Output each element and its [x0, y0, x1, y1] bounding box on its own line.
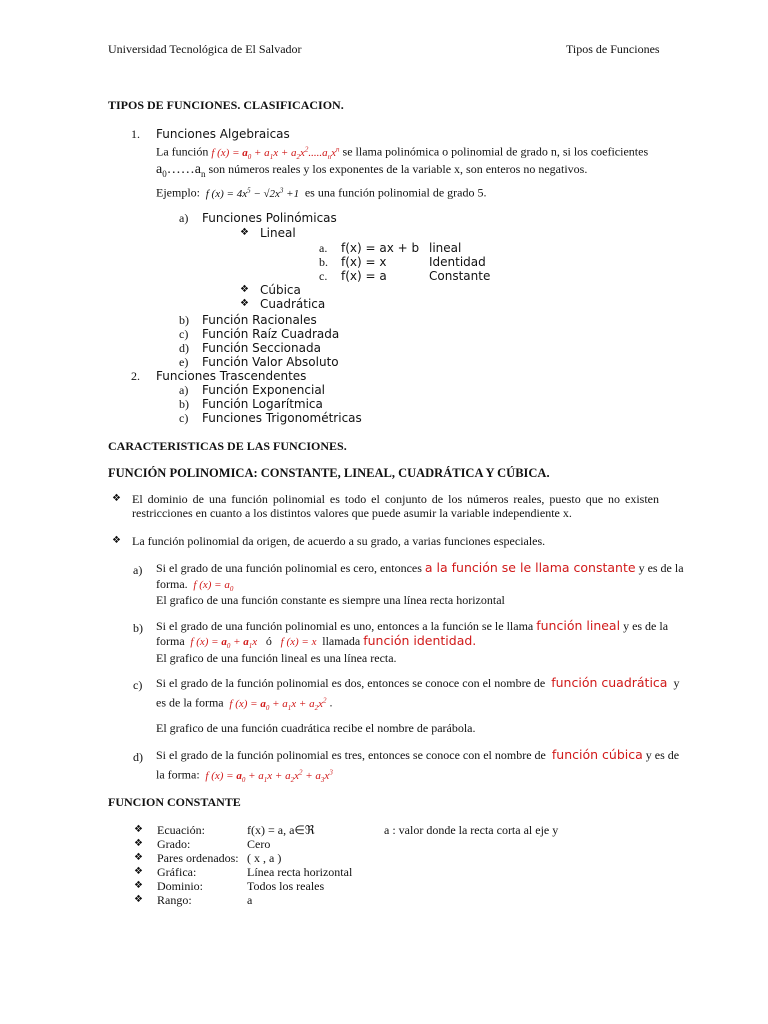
cuadratica-label: Cuadrática — [260, 297, 326, 311]
diamond-bullet-icon: ❖ — [134, 880, 143, 891]
lineal-label: Lineal — [260, 226, 296, 240]
table-note: a : valor donde la recta corta al eje y — [384, 823, 559, 837]
case-a-line1: Si el grado de una función polinomial es cero, entonces a la función se le llama constante y es de la — [156, 560, 684, 575]
sub-item-label: Función Valor Absoluto — [202, 355, 339, 369]
constant-function-highlight: a la función se le llama constante — [424, 560, 636, 575]
example-formula: f $(x) = 4x^5 - √2x^3 +1$ — [203, 186, 302, 200]
diamond-bullet-icon: ❖ — [240, 227, 249, 238]
sec1-num: 1. — [131, 127, 140, 141]
case-b-line1: Si el grado de una función polinomial es uno, entonces a la función se le llama función lineal y es de la — [156, 618, 669, 633]
sub-item-label: Función Racionales — [202, 313, 317, 327]
diamond-bullet-icon: ❖ — [112, 493, 121, 504]
coefficients-symbol: $a_0\dots\dots a_n$ — [156, 162, 206, 179]
diamond-bullet-icon: ❖ — [134, 866, 143, 877]
case-d-line2: la forma: f $(x) = a_0 + a_1x + a_2x^2 + a_3x^3$ — [156, 767, 333, 784]
trasc-item-letter: c) — [179, 411, 189, 425]
page-title: TIPOS DE FUNCIONES. CLASIFICACION. — [108, 98, 344, 112]
lineal-item-expr: f(x) = ax + b — [341, 241, 420, 255]
diamond-bullet-icon: ❖ — [134, 824, 143, 835]
diamond-bullet-icon: ❖ — [240, 284, 249, 295]
lineal-item-name: Identidad — [429, 255, 486, 269]
table-value: Todos los reales — [247, 879, 325, 893]
diamond-bullet-icon: ❖ — [134, 852, 143, 863]
table-value: f(x) = a, a∈ℜ — [247, 823, 315, 837]
bullet-domain-text: El dominio de una función polinomial es todo el conjunto de los números reales, puesto que no existen restricciones en cuanto a los distintos valores que puede asumir la variable independiente x. — [132, 492, 659, 520]
heading-polynomial: FUNCIÓN POLINOMICA: CONSTANTE, LINEAL, CUADRÁTICA Y CÚBICA. — [108, 466, 550, 480]
cubic-formula: f $(x) = a_0 + a_1x + a_2x^2 + a_3x^3$ — [202, 768, 333, 784]
lineal-item-letter: b. — [319, 255, 328, 269]
sub-item-letter: b) — [179, 313, 189, 327]
trasc-item-label: Funciones Trigonométricas — [202, 411, 362, 425]
header-right: Tipos de Funciones — [566, 42, 660, 56]
lineal-item-letter: c. — [319, 269, 328, 283]
bullet-special-functions: La función polinomial da origen, de acuerdo a su grado, a varias funciones especiales. — [132, 534, 546, 548]
case-c-letter: c) — [133, 678, 143, 692]
lineal-item-letter: a. — [319, 241, 328, 255]
example-line: Ejemplo: f $(x) = 4x^5 - √2x^3 +1$ es una función polinomial de grado 5. — [156, 185, 487, 200]
subA-letter: a) — [179, 211, 189, 225]
constant-formula: f $(x) = a_0$ — [190, 579, 234, 594]
table-key: Gráfica: — [157, 865, 197, 879]
table-value: ( x , a ) — [247, 851, 282, 865]
diamond-bullet-icon: ❖ — [240, 298, 249, 309]
diamond-bullet-icon: ❖ — [112, 535, 121, 546]
sec2-num: 2. — [131, 369, 140, 383]
table-key: Grado: — [157, 837, 191, 851]
table-key: Dominio: — [157, 879, 204, 893]
identity-formula: f (x) = x — [277, 636, 320, 648]
table-key: Rango: — [157, 893, 192, 907]
lineal-item-name: lineal — [429, 241, 462, 255]
lineal-item-name: Constante — [429, 269, 491, 283]
heading-characteristics: CARACTERISTICAS DE LAS FUNCIONES. — [108, 439, 347, 453]
sub-item-label: Función Seccionada — [202, 341, 321, 355]
sec2-label: Funciones Trascendentes — [156, 369, 307, 383]
case-a-line3: El grafico de una función constante es siempre una línea recta horizontal — [156, 593, 505, 607]
linear-function-highlight: función lineal — [536, 618, 621, 633]
trasc-item-label: Función Exponencial — [202, 383, 326, 397]
sub-item-letter: c) — [179, 327, 189, 341]
case-b-line2: forma f $(x) = a_0 + a_1x$ ó f (x) = x llamada función identidad. — [156, 633, 477, 651]
case-b-letter: b) — [133, 621, 143, 635]
trasc-item-label: Función Logarítmica — [202, 397, 323, 411]
cubica-label: Cúbica — [260, 283, 301, 297]
table-key: Ecuación: — [157, 823, 205, 837]
heading-constant-function: FUNCION CONSTANTE — [108, 795, 241, 809]
cubic-function-highlight: función cúbica — [551, 747, 643, 762]
general-polynomial-formula: f $(x) = a_0 + a_1x + a_2x^2.....a_nx^n$ — [211, 145, 340, 161]
sec1-label: Funciones Algebraicas — [156, 127, 290, 141]
lineal-item-expr: f(x) = x — [341, 255, 387, 269]
identity-function-highlight: función identidad. — [363, 633, 477, 648]
case-d-letter: d) — [133, 750, 143, 764]
sub-item-letter: d) — [179, 341, 189, 355]
case-c-line1: Si el grado de la función polinomial es dos, entonces se conoce con el nombre de función cuadrática y — [156, 675, 680, 690]
quadratic-formula: f $(x) = a_0 + a_1x + a_2x^2$ — [226, 696, 327, 712]
header-left: Universidad Tecnológica de El Salvador — [108, 42, 302, 56]
diamond-bullet-icon: ❖ — [134, 894, 143, 905]
table-value: Línea recta horizontal — [247, 865, 353, 879]
linear-formula: f $(x) = a_0 + a_1x$ — [187, 636, 260, 651]
table-value: Cero — [247, 837, 271, 851]
sec1-definition: La función f $(x) = a_0 + a_1x + a_2x^2.....a_nx^n$ se llama polinómica o polinomial de grado n, si los coeficientes — [156, 144, 649, 161]
sub-item-letter: e) — [179, 355, 189, 369]
diamond-bullet-icon: ❖ — [134, 838, 143, 849]
trasc-item-letter: b) — [179, 397, 189, 411]
sub-item-label: Función Raíz Cuadrada — [202, 327, 340, 341]
case-a-letter: a) — [133, 563, 143, 577]
coefficients-line: $a_0\dots\dots a_n$ son números reales y los exponentes de la variable x, son enteros no negativos. — [156, 162, 588, 179]
case-a-line2: forma. f $(x) = a_0$ — [156, 577, 234, 594]
case-c-line2: es de la forma f $(x) = a_0 + a_1x + a_2x^2$ . — [156, 695, 333, 712]
table-value: a — [247, 893, 253, 907]
case-c-line3: El grafico de una función cuadrática recibe el nombre de parábola. — [156, 721, 476, 735]
case-d-line1: Si el grado de la función polinomial es tres, entonces se conoce con el nombre de función cúbica y es de — [156, 747, 680, 762]
quadratic-function-highlight: función cuadrática — [551, 675, 668, 690]
subA-label: Funciones Polinómicas — [202, 211, 337, 225]
case-b-line3: El grafico de una función lineal es una línea recta. — [156, 651, 397, 665]
lineal-item-expr: f(x) = a — [341, 269, 387, 283]
trasc-item-letter: a) — [179, 383, 189, 397]
table-key: Pares ordenados: — [157, 851, 239, 865]
